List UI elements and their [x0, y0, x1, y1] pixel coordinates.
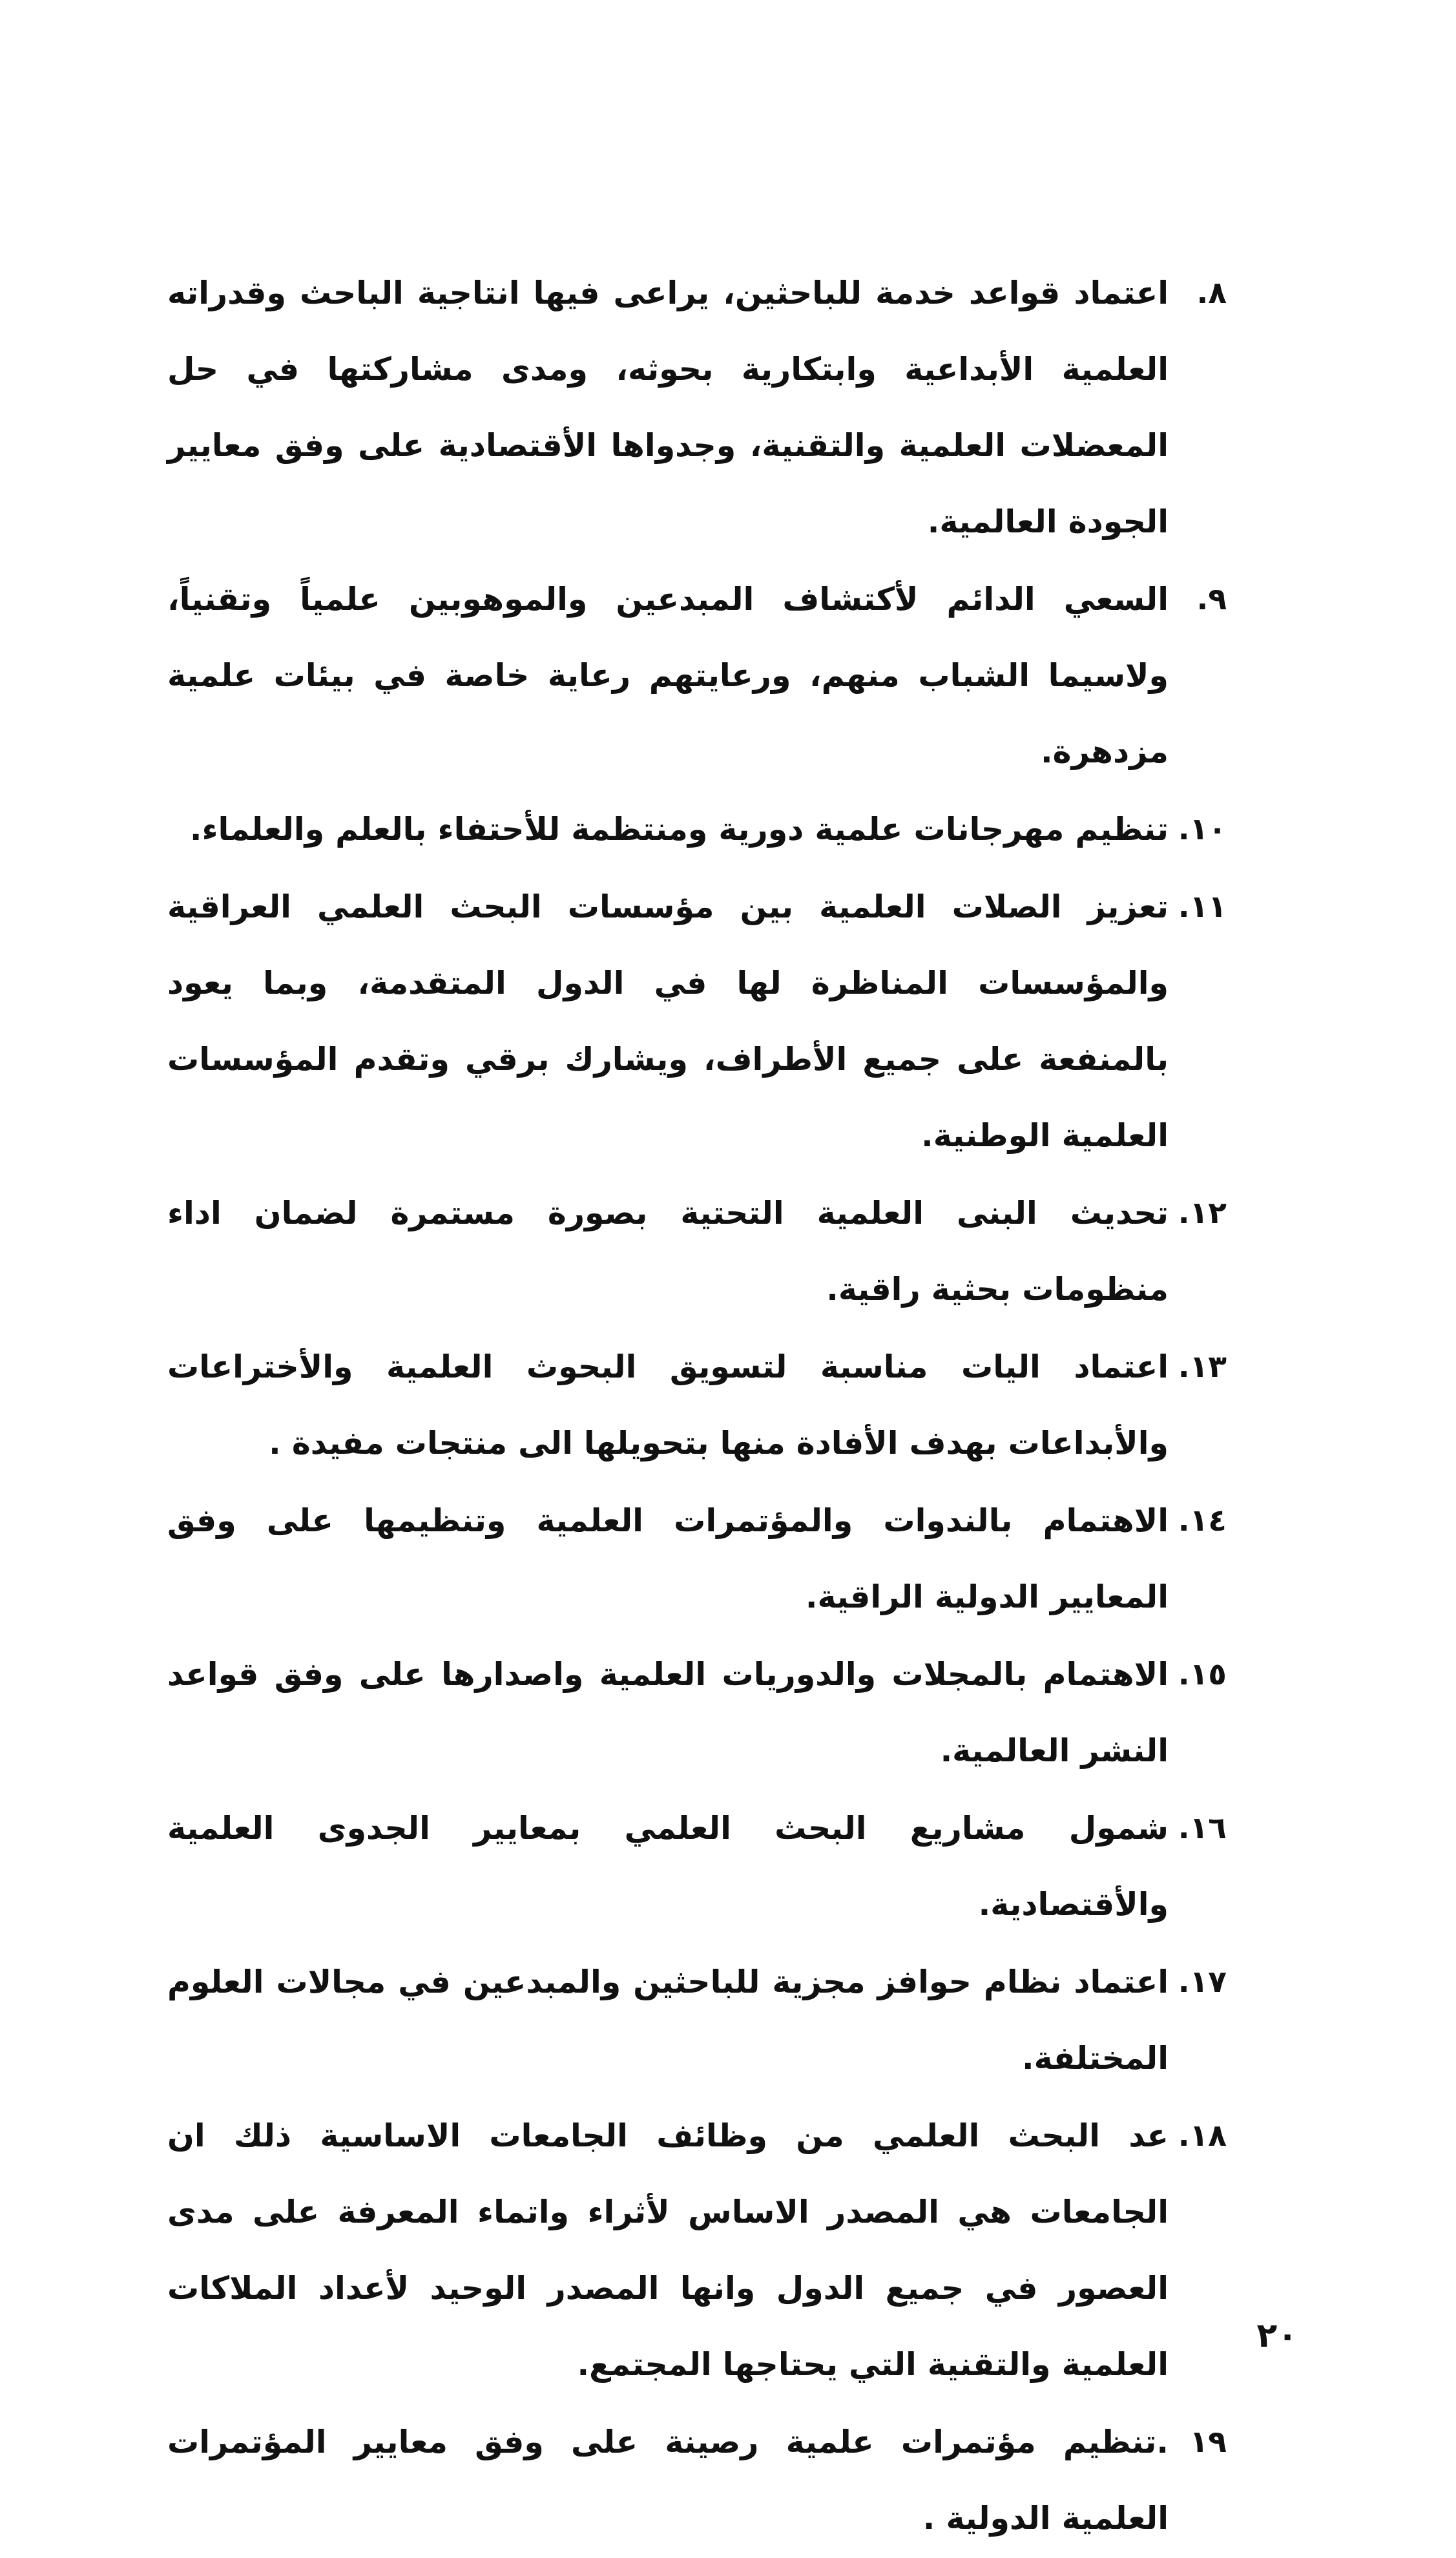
item-text: الاهتمام بالندوات والمؤتمرات العلمية وتنظيمها على وفق المعايير الدولية الراقية. [167, 1502, 1169, 1615]
item-number: ٩. [1196, 582, 1227, 617]
recommendations-list [167, 255, 1227, 2558]
item-text: تعزيز الصلات العلمية بين مؤسسات البحث العلمي العراقية والمؤسسات المناظرة لها في الدول المتقدمة، وبما يعود بالمنفعة على جميع الأطراف، ويشارك برقي وتقدم المؤسسات العلمية الوطنية. [167, 888, 1169, 1154]
list-item [167, 1637, 1227, 1789]
item-text: اعتماد قواعد خدمة للباحثين، يراعى فيها انتاجية الباحث وقدراته العلمية الأبداعية وابتكارية بحوثه، ومدى مشاركتها في حل المعضلات العلمية والتقنية، وجدواها الأقتصادية على وفق معايير الجودة العالمية. [167, 275, 1169, 540]
list-item [167, 869, 1227, 1174]
list-item [167, 792, 1227, 868]
item-number: ١٣. [1178, 1349, 1227, 1385]
item-text: اعتماد اليات مناسبة لتسويق البحوث العلمية والأختراعات والأبداعات بهدف الأفادة منها بتحويلها الى منتجات مفيدة . [167, 1348, 1169, 1462]
item-text: السعي الدائم لأكتشاف المبدعين والموهوبين علمياً وتقنياً، ولاسيما الشباب منهم، ورعايتهم رعاية خاصة في بيئات علمية مزدهرة. [167, 581, 1169, 770]
item-text: تنظيم مهرجانات علمية دورية ومنتظمة للأحتفاء بالعلم والعلماء. [189, 811, 1169, 848]
list-item [167, 561, 1227, 790]
item-text: الاهتمام بالمجلات والدوريات العلمية واصدارها على وفق قواعد النشر العالمية. [167, 1656, 1169, 1769]
list-item [167, 255, 1227, 560]
item-number: ١٦. [1178, 1810, 1227, 1846]
list-item [167, 1944, 1227, 2097]
item-text: تحديث البنى العلمية التحتية بصورة مستمرة لضمان اداء منظومات بحثية راقية. [167, 1195, 1169, 1308]
list-item [167, 1329, 1227, 1482]
item-number: ١٧. [1178, 1964, 1227, 2000]
list-item [167, 1483, 1227, 1635]
list-item [167, 2098, 1227, 2403]
item-number: ١٢. [1178, 1195, 1227, 1231]
item-text: اعتماد نظام حوافز مجزية للباحثين والمبدعين في مجالات العلوم المختلفة. [167, 1964, 1169, 2077]
list-item [167, 1790, 1227, 1943]
item-number: ١٩ [1189, 2424, 1227, 2460]
item-number: ١٨. [1178, 2118, 1227, 2154]
item-number: ١٤. [1178, 1503, 1227, 1538]
list-item [167, 1175, 1227, 1328]
item-number: ١٥. [1178, 1657, 1227, 1692]
item-number: ٨. [1196, 275, 1227, 311]
item-text: عد البحث العلمي من وظائف الجامعات الاساسية ذلك ان الجامعات هي المصدر الاساس لأثراء واتماء المعرفة على مدى العصور في جميع الدول وانها المصدر الوحيد لأعداد الملاكات العلمية والتقنية التي يحتاجها المجتمع. [167, 2117, 1169, 2383]
page-number: ٢٠ [1256, 2316, 1298, 2355]
item-text: .تنظيم مؤتمرات علمية رصينة على وفق معايير المؤتمرات العلمية الدولية . [167, 2424, 1169, 2537]
item-text: شمول مشاريع البحث العلمي بمعايير الجدوى العلمية والأقتصادية. [167, 1810, 1169, 1923]
item-number: ١١. [1178, 889, 1227, 925]
list-item [167, 2404, 1227, 2557]
item-number: ١٠. [1178, 812, 1227, 847]
